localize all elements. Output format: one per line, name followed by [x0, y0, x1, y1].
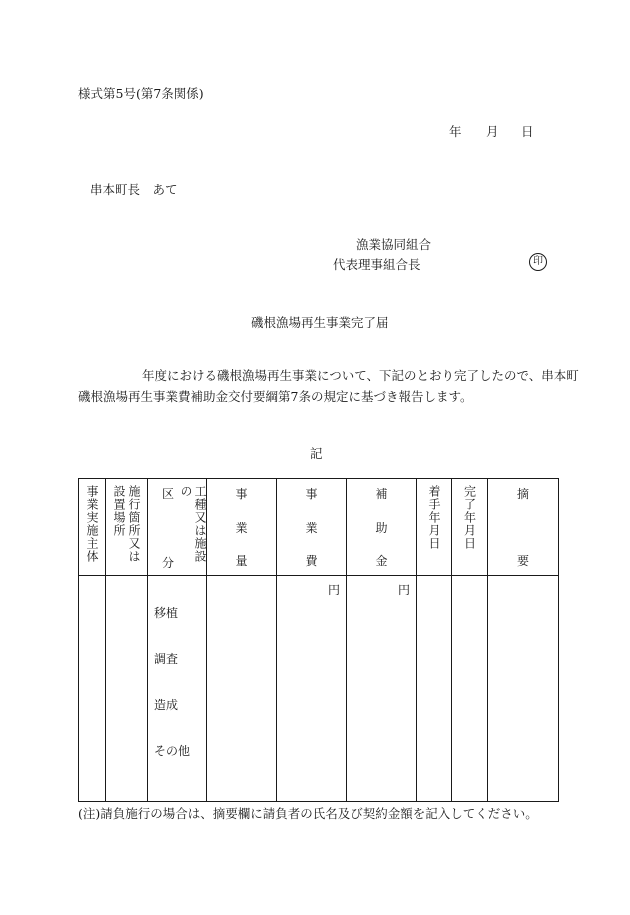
cell-start-date[interactable] [417, 576, 452, 802]
header-entity: 事業実施主体 [79, 479, 106, 576]
table-header-row [79, 479, 559, 576]
cell-end-date[interactable] [452, 576, 488, 802]
cell-cost[interactable] [277, 576, 347, 802]
ki-heading: 記 [310, 446, 323, 461]
form-number: 様式第5号(第7条関係) [78, 86, 204, 101]
header-start-date: 着手年月日 [417, 479, 452, 576]
body-text-line-2: 磯根漁場再生事業費補助金交付要綱第7条の規定に基づき報告します。 [78, 389, 473, 404]
header-amount: 事 業 量 [207, 479, 277, 576]
header-subsidy: 補 助 金 [347, 479, 417, 576]
footnote: (注)請負施行の場合は、摘要欄に請負者の氏名及び契約金額を記入してください。 [78, 806, 538, 821]
sender-title: 代表理事組合長 [333, 257, 421, 272]
seal-mark: 印 [529, 253, 547, 271]
header-remarks: 摘 要 [488, 479, 559, 576]
cell-entity[interactable] [79, 576, 106, 802]
header-cost: 事 業 費 [277, 479, 347, 576]
date-month: 月 [486, 124, 499, 139]
header-end-date: 完了年月日 [452, 479, 488, 576]
work-type-item: 移植 [154, 606, 179, 620]
work-type-item: 造成 [154, 698, 179, 712]
yen-unit: 円 [327, 583, 340, 597]
cell-remarks[interactable] [488, 576, 559, 802]
cell-amount[interactable] [207, 576, 277, 802]
header-kubun: 区 分 工種又は施設の [148, 479, 207, 576]
cell-subsidy[interactable] [347, 576, 417, 802]
date-year: 年 [449, 124, 462, 139]
work-type-item: その他 [154, 744, 191, 758]
body-text-line-1: 年度における磯根漁場再生事業について、下記のとおり完了したので、串本町 [142, 368, 579, 383]
work-type-item: 調査 [154, 652, 179, 666]
document-title: 磯根漁場再生事業完了届 [251, 315, 389, 330]
report-table [78, 478, 559, 802]
date-day: 日 [521, 124, 534, 139]
cell-work-types [148, 576, 207, 802]
table-body-row [79, 576, 559, 802]
addressee: 串本町長 あて [90, 182, 178, 197]
yen-unit: 円 [397, 583, 410, 597]
header-location: 施行箇所又は 設置場所 [106, 479, 148, 576]
cell-location[interactable] [106, 576, 148, 802]
sender-org: 漁業協同組合 [356, 237, 432, 252]
